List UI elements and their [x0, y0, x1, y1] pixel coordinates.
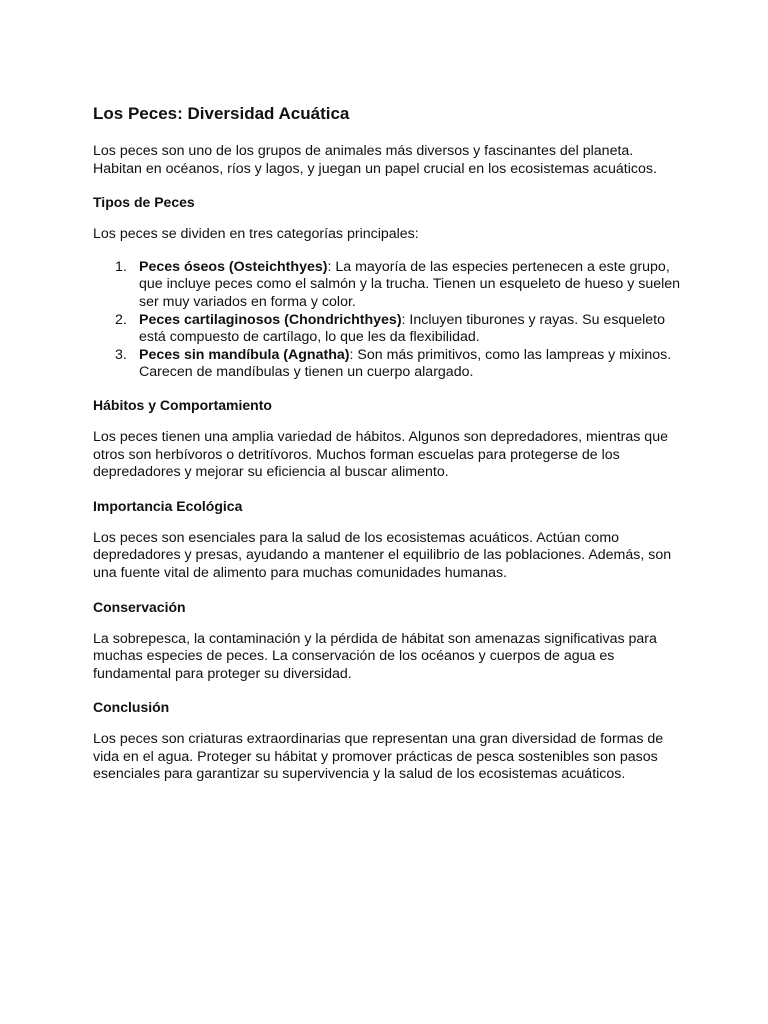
conservacion-paragraph: La sobrepesca, la contaminación y la pérdida de hábitat son amenazas significativas para muchas especies de peces. La conservación de los océanos y cuerpos de agua es fundamental para proteger su diversidad. — [93, 630, 657, 682]
habitos-paragraph: Los peces tienen una amplia variedad de hábitos. Algunos son depredadores, mientras que otros son herbívoros o detritívoros. Muchos forman escuelas para protegerse de los depredadores y mejorar su eficiencia al buscar alimento. — [93, 428, 668, 481]
importancia-paragraph: Los peces son esenciales para la salud de los ecosistemas acuáticos. Actúan como depredadores y presas, ayudando a mantener el equilibrio de las poblaciones. Además, son una fuente vital de alimento para muchas comunidades humanas. — [93, 529, 672, 581]
section-heading-habitos: Hábitos y Comportamiento — [93, 396, 272, 413]
list-item-number: 2. — [115, 311, 127, 328]
section-heading-conservacion: Conservación — [93, 598, 186, 615]
tipos-intro-paragraph: Los peces se dividen en tres categorías principales: — [93, 226, 419, 243]
list-item-term: Peces sin mandíbula (Agnatha) — [139, 346, 350, 363]
fish-types-list — [93, 259, 683, 382]
list-item — [93, 259, 683, 312]
section-heading-importancia: Importancia Ecológica — [93, 497, 243, 514]
list-item-term: Peces óseos (Osteichthyes) — [139, 258, 328, 275]
list-item-text: : Incluyen tiburones y rayas. Su esqueleto está compuesto de cartílago, lo que les da flexibilidad. — [139, 311, 665, 346]
document-content — [93, 104, 683, 799]
intro-paragraph: Los peces son uno de los grupos de animales más diversos y fascinantes del planeta. Habitan en océanos, ríos y lagos, y juegan un papel crucial en los ecosistemas acuáticos. — [93, 143, 657, 177]
section-heading-conclusion: Conclusión — [93, 699, 170, 716]
page-title: Los Peces: Diversidad Acuática — [93, 104, 350, 123]
conclusion-paragraph: Los peces son criaturas extraordinarias que representan una gran diversidad de formas de vida en el agua. Proteger su hábitat y promover prácticas de pesca sostenibles son pasos esenciales para garantizar su supervivencia y la salud de los ecosistemas acuáticos. — [93, 731, 664, 783]
section-heading-tipos: Tipos de Peces — [93, 194, 195, 211]
list-item-number: 3. — [115, 346, 127, 363]
list-item-text: : La mayoría de las especies pertenecen a este grupo, que incluye peces como el salmón y la trucha. Tienen un esqueleto de hueso y suelen ser muy variados en forma y color. — [139, 258, 681, 310]
list-item — [93, 312, 683, 347]
list-item-text: : Son más primitivos, como las lampreas y mixinos. Carecen de mandíbulas y tienen un cuerpo alargado. — [139, 346, 672, 381]
list-item — [93, 347, 683, 382]
list-item-term: Peces cartilaginosos (Chondrichthyes) — [139, 311, 402, 328]
list-item-number: 1. — [115, 258, 127, 275]
